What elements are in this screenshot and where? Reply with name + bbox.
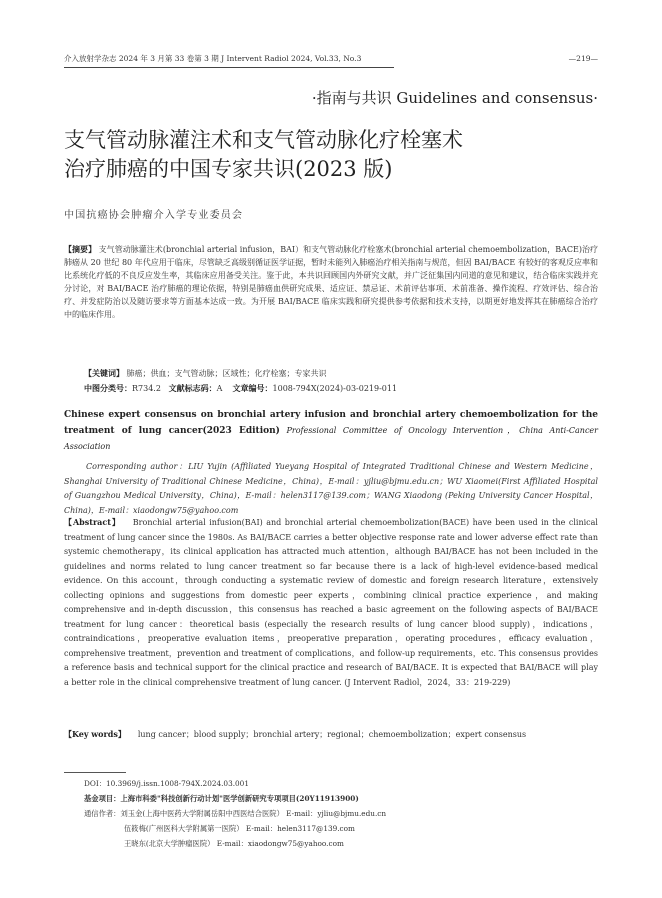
article-title-line1: 支气管动脉灌注术和支气管动脉化疗栓塞术 xyxy=(64,128,463,152)
corr-author-1: 刘玉金(上海中医药大学附属岳阳中西医结合医院） E-mail：yjliu@bjmu.edu.cn xyxy=(120,809,387,818)
chinese-keywords-label: 【关键词】 xyxy=(84,368,124,378)
section-tag: ·指南与共识 Guidelines and consensus· xyxy=(311,89,598,107)
article-number-value: 1008-794X(2024)-03-0219-011 xyxy=(272,384,398,393)
doc-code-value: A xyxy=(216,384,223,393)
doc-code-label: 文献标志码： xyxy=(168,383,217,393)
footnote-rule xyxy=(64,772,126,773)
author-organization: 中国抗癌协会肿瘤介入学专业委员会 xyxy=(64,210,244,221)
corr-label: 通信作者： xyxy=(84,809,121,818)
footnote-fund xyxy=(84,794,359,804)
english-abstract-text: Bronchial arterial infusion(BAI) and bronchial arterial chemoembolization(BACE) have been used in the clinical treatment of lung cancer since the 1980s. As BAI/BACE carries a better objective response rate and lower adverse effect rate than systemic chemotherapy，its clinical application has attracted much attention，although BAI/BACE has not been included in the guidelines and norms related to lung cancer treatment so far because there is a lack of high-level evidence-based medical evidence. On this account，through conducting a systematic review of domestic and foreign research literature，extensively collecting opinions and suggestions from domestic peer experts，combining clinical practice experience，and making comprehensive and in-depth discussion，this consensus has reached a basic agreement on the following aspects of BAI/BACE treatment for lung cancer：theoretical basis (especially the research results of lung cancer blood supply)，indications，contraindications，preoperative evaluation items，preoperative preparation，operating procedures，efficacy evaluation，comprehensive treatment，prevention and treatment of complications，and follow-up requirements，etc. This consensus provides a reference basis and technical support for the clinical practice and research of BAI/BACE. It is expected that BAI/BACE will play a better role in the clinical comprehensive treatment of lung cancer. (J Intervent Radiol，2024，33：219-229) xyxy=(64,518,598,687)
english-keywords-text: lung cancer；blood supply；bronchial artery；regional；chemoembolization；expert consensus xyxy=(137,730,527,739)
article-title-line2: 治疗肺癌的中国专家共识(2023 版) xyxy=(64,157,393,181)
english-keywords xyxy=(64,727,598,743)
footnote-corresponding-1 xyxy=(84,809,386,819)
footnote-corresponding-2: 伍筱梅(广州医科大学附属第一医院） E-mail：helen3117@139.com xyxy=(124,824,355,833)
clc-label: 中图分类号： xyxy=(84,383,132,393)
english-committee: Professional Committee of Oncology Intervention，China Anti-Cancer Association xyxy=(64,426,598,451)
fund-label: 基金项目： xyxy=(84,794,121,803)
running-head-journal: 介入放射学杂志 2024 年 3 月第 33 卷第 3 期 J Intervent Radiol 2024, Vol.33, No.3 xyxy=(64,54,362,63)
footnote-corresponding-3: 王晓东(北京大学肿瘤医院） E-mail：xiaodongw75@yahoo.com xyxy=(124,839,344,848)
chinese-keywords-text: 肺癌；供血；支气管动脉；区域性；化疗栓塞；专家共识 xyxy=(124,369,327,378)
english-abstract-label: 【Abstract】 xyxy=(64,517,121,527)
page-number: —219— xyxy=(568,54,598,63)
english-abstract xyxy=(64,515,598,690)
english-title-text: Chinese expert consensus on bronchial artery infusion and bronchial artery chemoembolization for the treatment of lung cancer(2023 Edition) xyxy=(64,410,598,436)
chinese-abstract-label: 【摘要】 xyxy=(64,244,97,254)
chinese-abstract xyxy=(64,243,598,321)
english-corresponding: Corresponding author：LIU Yujin (Affiliated Yueyang Hospital of Integrated Traditional Chinese and Western Medicine，Shanghai University of Traditional Chinese Medicine，China)，E-mail：yjliu@bjmu.edu.cn；WU Xiaomei(First Affiliated Hospital of Guangzhou Medical University，China)，E-mail：helen3117@139.com；WANG Xiaodong (Peking University Cancer Hospital，China)，E-mail：xiaodongw75@yahoo.com xyxy=(64,462,598,515)
clc-value: R734.2 xyxy=(132,384,161,393)
article-title xyxy=(64,126,564,184)
classification-line xyxy=(84,382,397,395)
english-keywords-label: 【Key words】 xyxy=(64,729,126,739)
fund-text: 上海市科委"科技创新行动计划"医学创新研究专项项目(20Y11913900) xyxy=(120,794,359,803)
article-number-label: 文章编号： xyxy=(232,383,273,393)
english-title xyxy=(64,408,598,455)
header-rule xyxy=(64,67,394,68)
footnote-doi: DOI：10.3969/j.issn.1008-794X.2024.03.001 xyxy=(84,779,249,788)
chinese-keywords xyxy=(84,367,327,380)
chinese-abstract-text: 支气管动脉灌注术(bronchial arterial infusion，BAI）和支气管动脉化疗栓塞术(bronchial arterial chemoembolization，BACE)治疗肺癌从 20 世纪 80 年代应用于临床，尽管缺乏高级别循证医学证据，暂时未能列入肺癌治疗相关指南与规范，但因 BAI/BACE 有较好的客观反应率和比系统化疗低的不良反应发生率，其临床应用备受关注。鉴于此，本共识回顾国内外研究文献，并广泛征集国内同道的意见和建议，结合临床实践并充分讨论，对 BAI/BACE 治疗肺癌的理论依据，特别是肺癌血供研究成果、适应证、禁忌证、术前评估事项、术前准备、操作流程、疗效评估、综合治疗、并发症防治以及随访要求等方面基本达成一致。为开展 BAI/BACE 临床实践和研究提供参考依据和技术支持，以期更好地发挥其在肺癌综合治疗中的临床作用。 xyxy=(64,245,599,319)
